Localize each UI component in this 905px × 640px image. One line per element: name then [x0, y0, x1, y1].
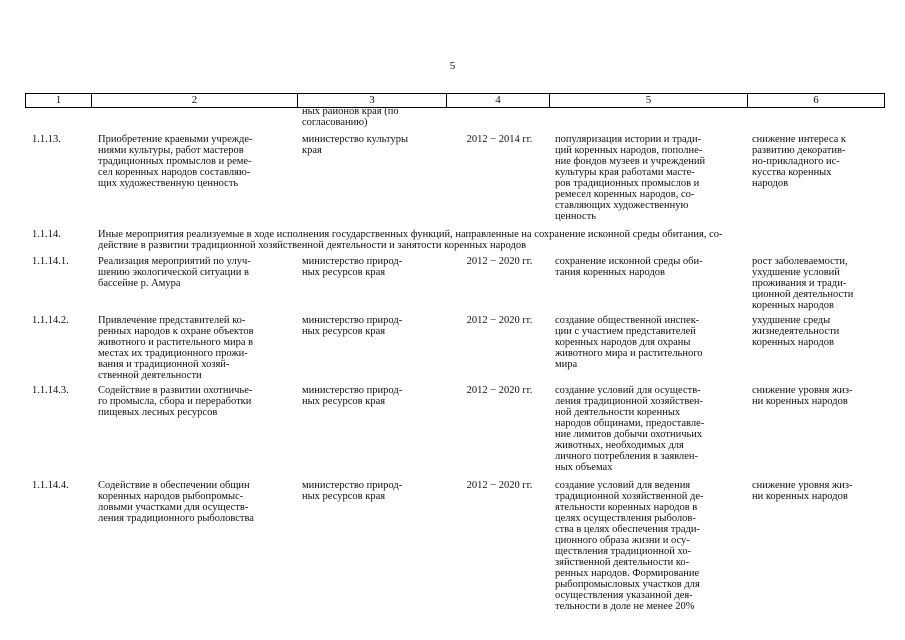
row-result: создание условий для ведения традиционной хозяйственной де- ятельности коренных народов в целях осуществления рыболов- ства в целях обеспечения тради- ционного образа жизни и осу- ществления традиционной хо- зяйственной деятельности ко- ренных народов. Формирование рыбопромысловых участков для осуществления указанной дея- тельности в доле не менее 20%: [555, 480, 704, 612]
page-number: 5: [449, 60, 456, 72]
row-executor: министерство природ- ных ресурсов края: [302, 385, 403, 407]
header-col-5: 5: [549, 94, 747, 107]
header-col-1: 1: [25, 94, 91, 107]
row-consequence: снижение уровня жиз- ни коренных народов: [752, 480, 853, 502]
row-number: 1.1.13.: [32, 134, 61, 145]
row-consequence: снижение интереса к развитию декоратив- но-прикладного ис- кусства коренных народов: [752, 134, 847, 189]
row-number: 1.1.14.3.: [32, 385, 69, 396]
row-consequence: снижение уровня жиз- ни коренных народов: [752, 385, 853, 407]
row-consequence: ухудшение среды жизнедеятельности коренных народов: [752, 315, 840, 348]
row-activity: Содействие в развитии охотничье- го промысла, сбора и переработки пищевых лесных ресурсов: [98, 385, 253, 418]
row-executor: министерство природ- ных ресурсов края: [302, 256, 403, 278]
row-activity: Содействие в обеспечении общин коренных народов рыбопромыс- ловыми участками для осуществ- ления традиционного рыболовства: [98, 480, 254, 524]
row-period: 2012 − 2020 гг.: [466, 315, 533, 326]
row-executor: министерство культуры края: [302, 134, 409, 156]
row-consequence: рост заболеваемости, ухудшение условий проживания и тради- ционной деятельности коренных народов: [752, 256, 854, 311]
row-period: 2012 − 2020 гг.: [466, 256, 533, 267]
row-number: 1.1.14.: [32, 229, 61, 240]
row-activity: Привлечение представителей ко- ренных народов к охране объектов животного и растительного мира в местах их традиционного прожи- вания и традиционной хозяй- ственной деятельности: [98, 315, 254, 381]
header-col-6: 6: [747, 94, 885, 107]
header-col-2: 2: [91, 94, 297, 107]
row-period: 2012 − 2020 гг.: [466, 480, 533, 491]
row-period: 2012 − 2020 гг.: [466, 385, 533, 396]
row-executor: министерство природ- ных ресурсов края: [302, 315, 403, 337]
row-result: создание условий для осуществ- ления традиционной хозяйствен- ной деятельности коренных народов общинами, предоставле- ние лимитов добычи охотничьих животных, необходимых для личного потребления в заявлен- ных объемах: [555, 385, 705, 473]
row-result: сохранение исконной среды оби- тания коренных народов: [555, 256, 703, 278]
row-executor: министерство природ- ных ресурсов края: [302, 480, 403, 502]
row-section-title: Иные мероприятия реализуемые в ходе исполнения государственных функций, направленные на сохранение исконной среды обитания, со- действие в развитии традиционной хозяйственной деятельности и занятости коренных народов: [98, 229, 723, 251]
header-col-3: 3: [297, 94, 446, 107]
row-period: 2012 − 2014 гг.: [466, 134, 533, 145]
row-activity: Реализация мероприятий по улуч- шению экологической ситуации в бассейне р. Амура: [98, 256, 251, 289]
row-result: популяризация истории и тради- ций коренных народов, пополне- ние фондов музеев и учреждений культуры края работами масте- ров традиционных промыслов и ремесел коренных народов, со- ставляющих художественную ценность: [555, 134, 706, 222]
continuation-executor: ных районов края (по согласованию): [302, 106, 399, 128]
row-number: 1.1.14.1.: [32, 256, 69, 267]
table-header: [25, 93, 885, 108]
row-activity: Приобретение краевыми учрежде- ниями культуры, работ мастеров традиционных промыслов и реме- сел коренных народов составляю- щих художественную ценность: [98, 134, 253, 189]
header-col-4: 4: [446, 94, 549, 107]
row-number: 1.1.14.4.: [32, 480, 69, 491]
row-number: 1.1.14.2.: [32, 315, 69, 326]
row-result: создание общественной инспек- ции с участием представителей коренных народов для охраны животного мира и растительного мира: [555, 315, 703, 370]
